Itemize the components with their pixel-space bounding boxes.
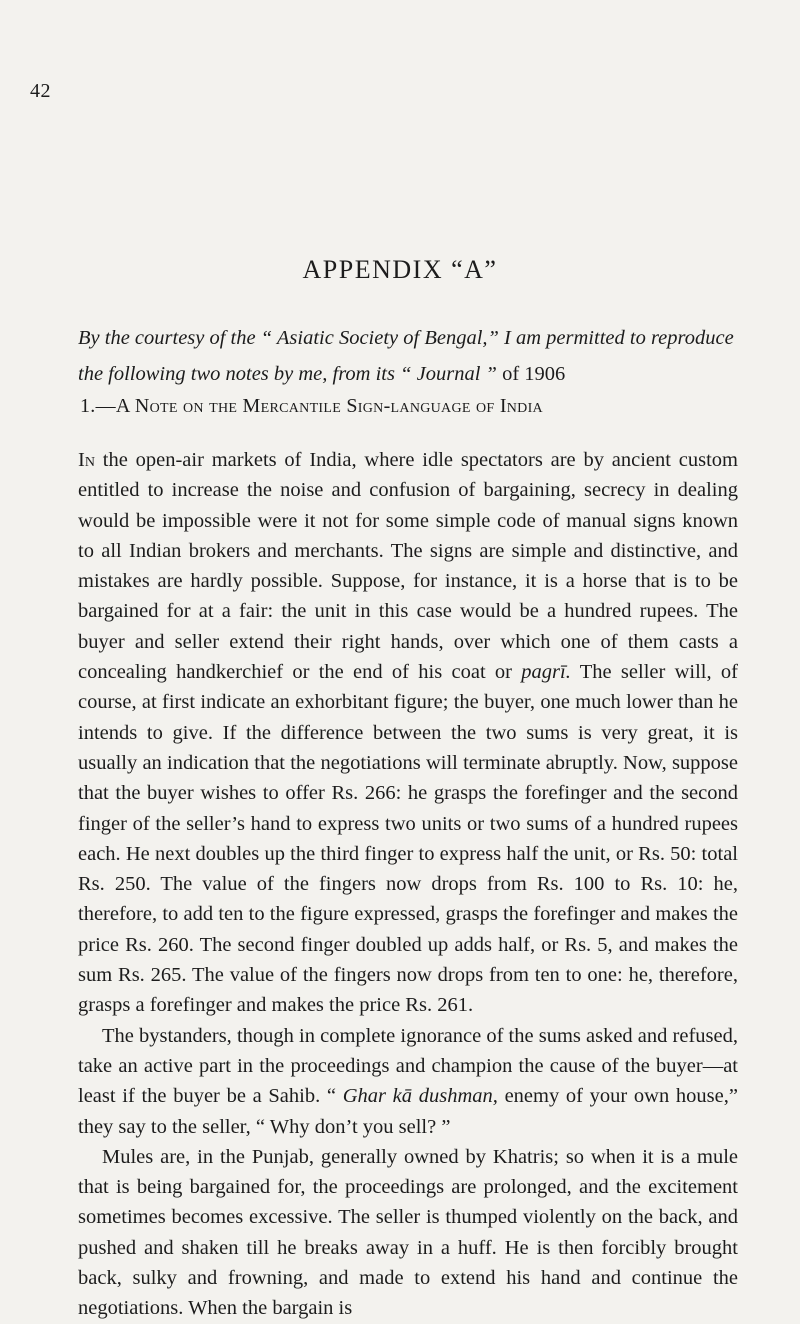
section-heading	[80, 395, 740, 418]
intro-year: of 1906	[502, 363, 566, 385]
section-title: A Note on the Mercantile Sign-language of India	[115, 395, 543, 417]
intro-text: By the courtesy of the “ Asiatic Society of Bengal,” I am permitted to reproduce the following two notes by me, from its “ Journal ”	[78, 327, 734, 385]
intro-note	[78, 320, 738, 392]
paragraph-1	[78, 445, 738, 1021]
appendix-title: APPENDIX “A”	[302, 255, 498, 284]
paragraph-2-italic: Ghar kā dushman,	[342, 1085, 498, 1108]
paragraph-1-text-b: The seller will, of course, at first indicate an exhorbitant figure; the buyer, one much lower than he intends to give. If the difference between the two sums is very great, it is usually an indication that the negotiations will terminate abruptly. Now, suppose that the buyer wishes to offer Rs. 266: he grasps the forefinger and the second finger of the seller’s hand to express two units or two sums of a hundred rupees each. He next doubles up the third finger to express half the unit, or Rs. 50: total Rs. 250. The value of the fingers now drops from Rs. 100 to Rs. 10: he, therefore, to add ten to the figure expressed, grasps the forefinger and makes the price Rs. 260. The second finger doubled up adds half, or Rs. 5, and makes the sum Rs. 265. The value of the fingers now drops from ten to one: he, therefore, grasps a forefinger and makes the price Rs. 261.	[78, 661, 738, 1017]
section-number: 1.—	[80, 395, 116, 417]
paragraph-1-lead: In	[78, 449, 95, 471]
paragraph-3-text: Mules are, in the Punjab, generally owned by Khatris; so when it is a mule that is being bargained for, the proceedings are prolonged, and the excitement sometimes becomes excessive. The seller is thumped violently on the back, and pushed and shaken till he breaks away in a huff. He is then forcibly brought back, sulky and frowning, and made to extend his hand and continue the negotiations. When the bargain is	[78, 1145, 738, 1320]
paragraph-2	[78, 1021, 738, 1142]
paragraph-2-text-b: enemy of your own house,” they say to the seller, “ Why don’t you sell? ”	[78, 1085, 738, 1138]
paragraph-1-text-a: the open-air markets of India, where idle spectators are by ancient custom entitled to increase the noise and confusion of bargaining, secrecy in dealing would be impossible were it not for some simple code of manual signs known to all Indian brokers and merchants. The signs are simple and distinctive, and mistakes are hardly possible. Suppose, for instance, it is a horse that is to be bargained for at a fair: the unit in this case would be a hundred rupees. The buyer and seller extend their right hands, over which one of them casts a concealing handkerchief or the end of his coat or	[78, 449, 738, 684]
body-text	[78, 445, 738, 1324]
paragraph-2-text-a: The bystanders, though in complete ignorance of the sums asked and refused, take an active part in the proceedings and champion the cause of the buyer—at least if the buyer be a Sahib. “	[78, 1024, 738, 1108]
paragraph-3	[78, 1142, 738, 1324]
page-number: 42	[30, 80, 51, 102]
paragraph-1-italic: pagrī.	[521, 661, 571, 684]
